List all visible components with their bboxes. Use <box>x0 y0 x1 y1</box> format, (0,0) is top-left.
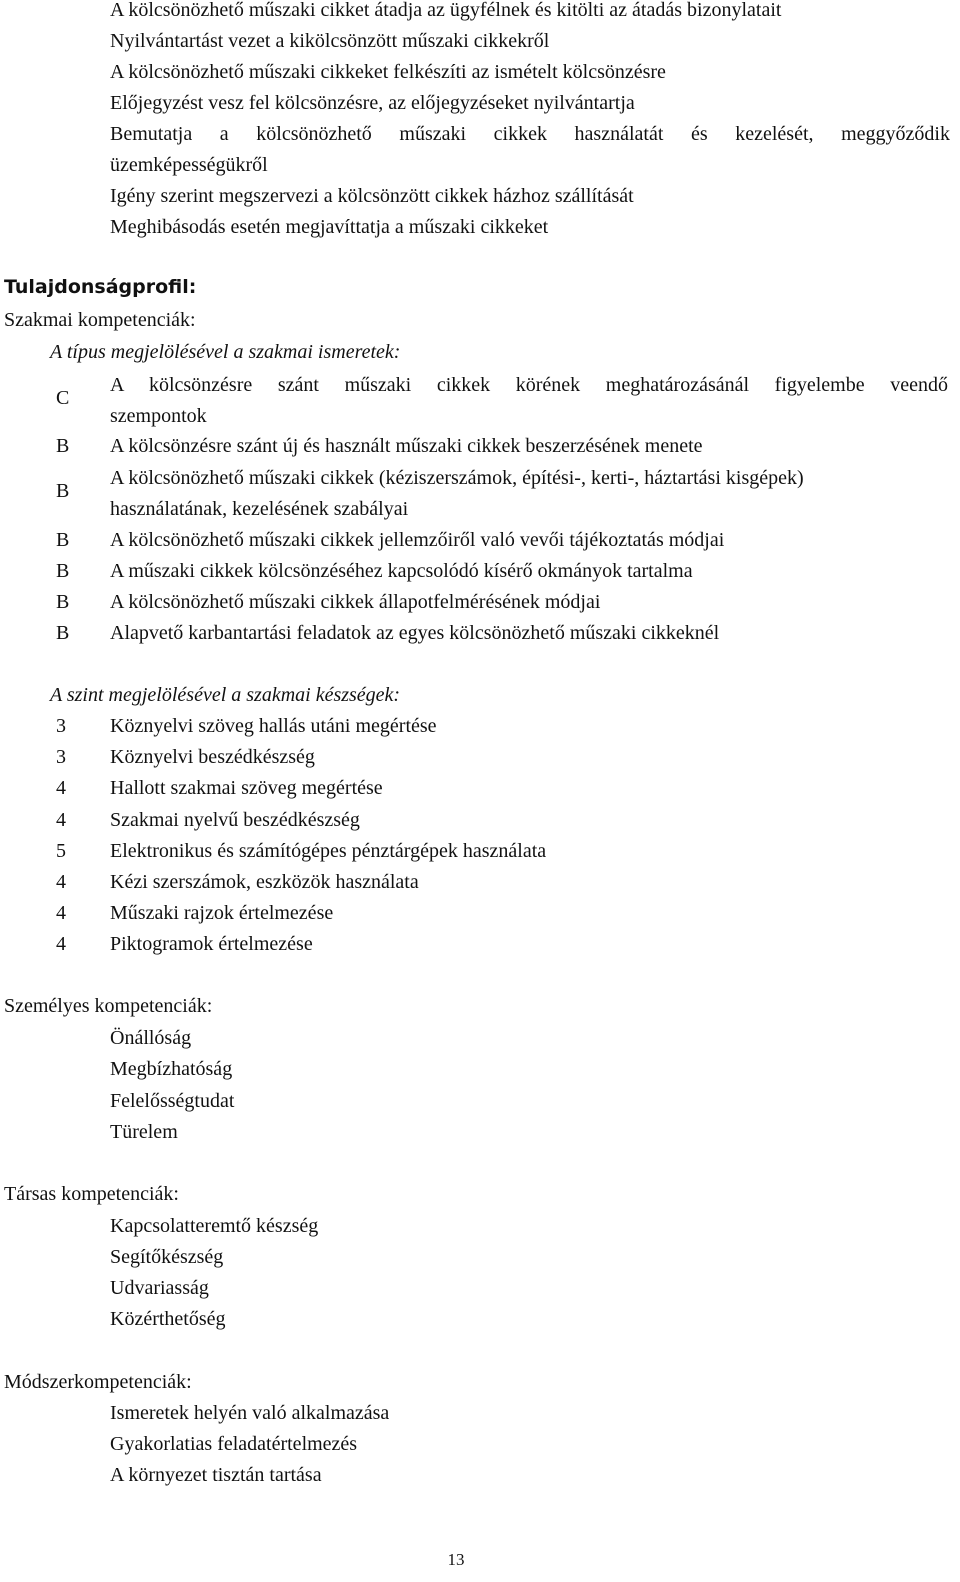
methodological-competency-item: A környezet tisztán tartása <box>110 1464 322 1486</box>
social-competency-item: Közérthetőség <box>110 1308 226 1330</box>
profile-heading: Tulajdonságprofil: <box>4 276 197 298</box>
knowledge-text-line2: szempontok <box>110 405 207 427</box>
personal-competency-item: Türelem <box>110 1121 178 1143</box>
knowledge-text: A kölcsönzésre szánt új és használt műszaki cikkek beszerzésének menete <box>110 435 703 457</box>
knowledge-level: B <box>56 622 70 644</box>
skill-level: 3 <box>56 746 66 768</box>
skill-text: Kézi szerszámok, eszközök használata <box>110 871 419 893</box>
skill-level: 4 <box>56 871 66 893</box>
skill-level: 4 <box>56 809 66 831</box>
social-competency-item: Udvariasság <box>110 1277 209 1299</box>
knowledge-text <box>110 370 948 432</box>
knowledge-level: B <box>56 435 70 457</box>
skill-level: 3 <box>56 715 66 737</box>
knowledge-text-line1: A kölcsönözhető műszaki cikkek (kéziszerszámok, építési-, kerti-, háztartási kisgépek) <box>110 467 804 489</box>
skills-label: A szint megjelölésével a szakmai készségek: <box>50 684 401 706</box>
page-number: 13 <box>447 1550 465 1569</box>
personal-competencies-label: Személyes kompetenciák: <box>4 995 213 1017</box>
task-item: Meghibásodás esetén megjavíttatja a műszaki cikkeket <box>110 216 549 238</box>
skill-level: 4 <box>56 933 66 955</box>
knowledge-label: A típus megjelölésével a szakmai ismeretek: <box>50 341 401 363</box>
knowledge-text: Alapvető karbantartási feladatok az egyes kölcsönözhető műszaki cikkeknél <box>110 622 720 644</box>
methodological-competencies-label: Módszerkompetenciák: <box>4 1371 192 1393</box>
skill-text: Műszaki rajzok értelmezése <box>110 902 334 924</box>
social-competency-item: Segítőkészség <box>110 1246 224 1268</box>
skill-text: Elektronikus és számítógépes pénztárgépek használata <box>110 840 547 862</box>
knowledge-text-line1: A kölcsönzésre szánt műszaki cikkek körének meghatározásánál figyelembe veendő <box>110 374 948 396</box>
social-competencies-label: Társas kompetenciák: <box>4 1183 179 1205</box>
skill-text: Hallott szakmai szöveg megértése <box>110 777 383 799</box>
knowledge-level: B <box>56 591 70 613</box>
skill-level: 4 <box>56 902 66 924</box>
task-item: A kölcsönözhető műszaki cikkeket felkészíti az ismételt kölcsönzésre <box>110 61 666 83</box>
task-item: A kölcsönözhető műszaki cikket átadja az ügyfélnek és kitölti az átadás bizonylatait <box>110 0 782 21</box>
task-list <box>110 0 958 243</box>
knowledge-level: C <box>56 387 70 409</box>
personal-competency-item: Önállóság <box>110 1027 192 1049</box>
task-item: Nyilvántartást vezet a kikölcsönzött műszaki cikkekről <box>110 30 550 52</box>
skill-level: 4 <box>56 777 66 799</box>
task-item: Előjegyzést vesz fel kölcsönzésre, az előjegyzéseket nyilvántartja <box>110 92 635 114</box>
skill-text: Szakmai nyelvű beszédkészség <box>110 809 360 831</box>
methodological-competency-item: Gyakorlatias feladatértelmezés <box>110 1433 358 1455</box>
professional-competencies-label: Szakmai kompetenciák: <box>4 309 196 331</box>
skill-text: Piktogramok értelmezése <box>110 933 313 955</box>
task-item-continuation: üzemképességükről <box>110 154 268 176</box>
knowledge-level: B <box>56 480 70 502</box>
knowledge-text: A kölcsönözhető műszaki cikkek állapotfelmérésének módjai <box>110 591 601 613</box>
knowledge-level: B <box>56 529 70 551</box>
knowledge-text <box>110 463 955 525</box>
social-competency-item: Kapcsolatteremtő készség <box>110 1215 319 1237</box>
personal-competency-item: Megbízhatóság <box>110 1058 233 1080</box>
knowledge-level: B <box>56 560 70 582</box>
knowledge-text-line2: használatának, kezelésének szabályai <box>110 498 409 520</box>
knowledge-text: A műszaki cikkek kölcsönzéséhez kapcsolódó kísérő okmányok tartalma <box>110 560 693 582</box>
personal-competency-item: Felelősségtudat <box>110 1090 235 1112</box>
skill-text: Köznyelvi szöveg hallás utáni megértése <box>110 715 437 737</box>
skill-text: Köznyelvi beszédkészség <box>110 746 315 768</box>
task-item: Bemutatja a kölcsönözhető műszaki cikkek használatát és kezelését, meggyőződik <box>110 123 950 145</box>
task-item: Igény szerint megszervezi a kölcsönzött cikkek házhoz szállítását <box>110 185 634 207</box>
methodological-competency-item: Ismeretek helyén való alkalmazása <box>110 1402 390 1424</box>
skill-level: 5 <box>56 840 66 862</box>
knowledge-text: A kölcsönözhető műszaki cikkek jellemzőiről való vevői tájékoztatás módjai <box>110 529 725 551</box>
